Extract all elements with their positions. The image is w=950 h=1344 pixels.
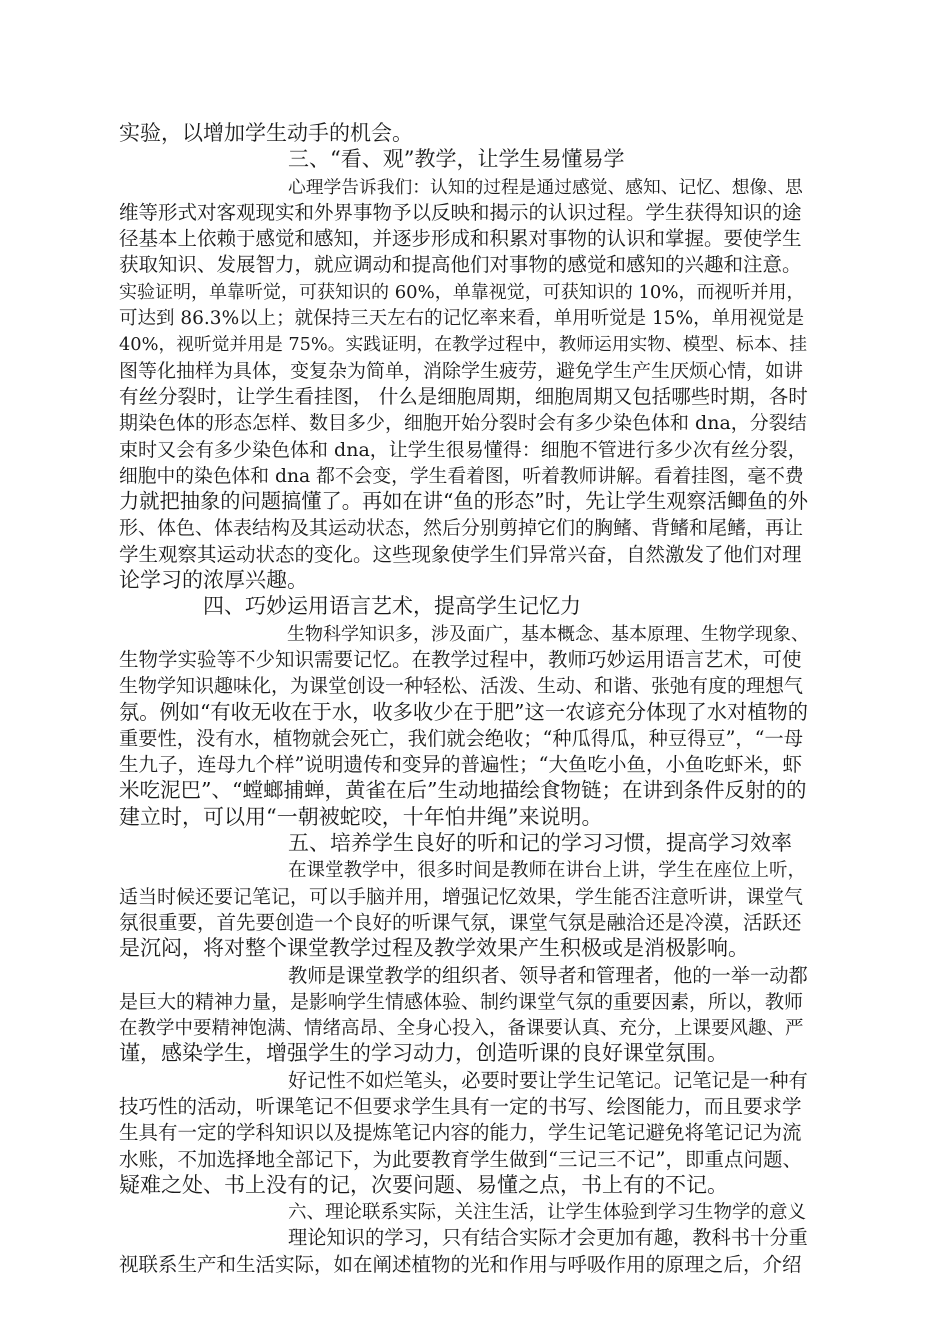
text-line: 生物学实验等不少知识需要记忆。在教学过程中，教师巧妙运用语言艺术，可使 [119,647,802,671]
text-line: 40%，视听觉并用是 75%。实践证明，在教学过程中，教师运用实物、模型、标本、挂 [119,335,808,356]
text-line: 力就把抽象的问题搞懂了。再如在讲“鱼的形态”时，先让学生观察活鲫鱼的外 [119,489,808,514]
text-line: 径基本上依赖于感觉和感知，并逐步形成和积累对事物的认识和掌握。要使学生 [119,227,802,251]
text-line: 在教学中要精神饱满、情绪高昂、全身心投入，备课要认真、充分，上课要风趣、严 [119,1018,804,1040]
text-line: 米吃泥巴”、“螳螂捕蝉，黄雀在后”生动地描绘食物链；在讲到条件反射的的 [119,778,807,803]
text-line: 谨，感染学生，增强学生的学习动力，创造听课的良好课堂氛围。 [119,1041,728,1066]
paragraph-start: 好记性不如烂笔头，必要时要让学生记笔记。记笔记是一种有 [288,1068,808,1092]
text-line: 生物学知识趣味化，为课堂创设一种轻松、活泼、生动、和谐、张弛有度的理想气 [119,675,804,698]
paragraph-start: 教师是课堂教学的组织者、领导者和管理者，他的一举一动都 [288,963,808,987]
text-line: 是沉闷，将对整个课堂教学过程及教学效果产生积极或是消极影响。 [119,936,749,961]
section-heading-4: 四、巧妙运用语言艺术，提高学生记忆力 [203,594,581,619]
text-line: 适当时候还要记笔记，可以手脑并用，增强记忆效果，学生能否注意听讲，课堂气 [119,885,804,908]
text-line: 水账，不加选择地全部记下，为此要教育学生做到“三记三不记”，即重点问题、 [119,1147,802,1171]
text-line: 建立时，可以用“一朝被蛇咬，十年怕井绳”来说明。 [119,804,603,829]
text-line: 学生观察其运动状态的变化。这些现象使学生们异常兴奋，自然激发了他们对理 [119,542,802,566]
text-line: 视联系生产和生活实际，如在阐述植物的光和作用与呼吸作用的原理之后，介绍 [119,1252,802,1276]
text-line: 论学习的浓厚兴趣。 [119,568,308,593]
text-line: 可达到 86.3%以上；就保持三天左右的记忆率来看，单用听觉是 15%，单用视觉是 [119,308,805,330]
text-line: 细胞中的染色体和 dna 都不会变，学生看着图，听着教师讲解。看着挂图，毫不费 [119,465,804,487]
text-line: 实验证明，单靠听觉，可获知识的 60%，单靠视觉，可获知识的 10%，而视听并用， [119,281,805,303]
text-line: 技巧性的活动，听课笔记不但要求学生具有一定的书写、绘图能力，而且要求学 [119,1094,802,1118]
section-heading-3: 三、“看、观”教学，让学生易懂易学 [288,147,625,172]
paragraph-start: 理论知识的学习，只有结合实际才会更加有趣，教科书十分重 [288,1226,808,1250]
text-line: 束时又会有多少染色体和 dna，让学生很易懂得：细胞不管进行多少次有丝分裂， [119,438,807,461]
text-line: 疑难之处、书上没有的记，次要问题、易懂之点，书上有的不记。 [119,1172,728,1197]
document-page [119,120,809,1277]
paragraph-start: 生物科学知识多，涉及面广，基本概念、基本原理、生物学现象、 [287,623,809,645]
section-heading-6: 六、理论联系实际，关注生活，让学生体验到学习生物学的意义 [288,1202,807,1224]
text-line: 重要性，没有水，植物就会死亡，我们就会绝收；“种瓜得瓜，种豆得豆”，“一母 [119,726,804,750]
text-line: 生九子，连母九个样”说明遗传和变异的普遍性；“大鱼吃小鱼，小鱼吃虾米，虾 [119,753,802,777]
text-line: 维等形式对客观现实和外界事物予以反映和揭示的认识过程。学生获得知识的途 [119,200,802,224]
text-line: 有丝分裂时，让学生看挂图， 什么是细胞周期，细胞周期又包括哪些时期，各时 [119,384,808,408]
text-line: 是巨大的精神力量，是影响学生情感体验、制约课堂气氛的重要因素，所以，教师 [119,990,804,1013]
paragraph-start: 在课堂教学中，很多时间是教师在讲台上讲，学生在座位上听， [288,860,807,882]
text-line: 氛很重要，首先要创造一个良好的听课气氛，课堂气氛是融洽还是冷漠，活跃还 [119,910,802,934]
text-line: 生具有一定的学科知识以及提炼笔记内容的能力，学生记笔记避免将笔记记为流 [119,1121,802,1145]
text-line: 期染色体的形态怎样、数目多少，细胞开始分裂时会有多少染色体和 dna，分裂结 [119,412,807,435]
text-line: 形、体色、体表结构及其运动状态，然后分别剪掉它们的胸鳍、背鳍和尾鳍，再让 [119,517,804,540]
section-heading-5: 五、培养学生良好的听和记的学习习惯，提高学习效率 [288,831,792,856]
text-line: 获取知识、发展智力，就应调动和提高他们对事物的感觉和感知的兴趣和注意。 [119,253,802,277]
text-line: 氛。例如“有收无收在于水，收多收少在于肥”这一农谚充分体现了水对植物的 [119,699,808,724]
paragraph-start: 心理学告诉我们：认知的过程是通过感觉、感知、记忆、想像、思 [288,177,803,198]
text-line: 图等化抽样为具体，变复杂为简单，消除学生疲劳，避免学生产生厌烦心情，如讲 [119,359,804,382]
text-line: 实验，以增加学生动手的机会。 [119,121,413,145]
